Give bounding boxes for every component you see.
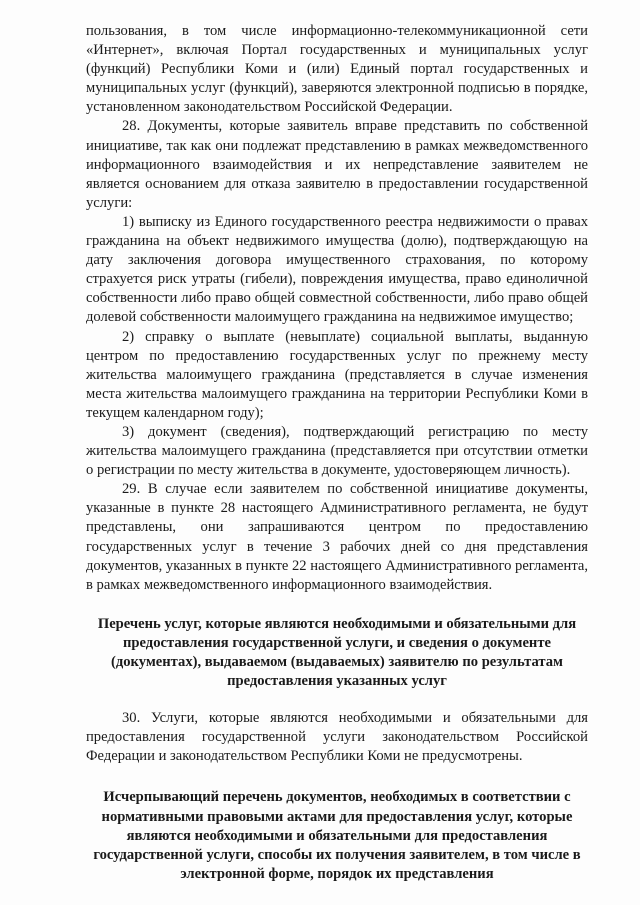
paragraph-28: 28. Документы, которые заявитель вправе представить по собственной инициативе, так как они подлежат представлению в рамках межведомственного информационного взаимодействия и их непредставление заявителем не является основанием для отказа заявителю в предоставлении государственной услуги:	[86, 118, 588, 211]
section-heading-documents: Исчерпывающий перечень документов, необходимых в соответствии с нормативными правовыми актами для предоставления услуг, которые являются необходимыми и обязательными для предоставления государственной услуги, способы их получения заявителем, в том числе в электронной форме, порядок их представления	[93, 789, 581, 882]
spacer	[86, 691, 588, 709]
document-body	[86, 22, 588, 884]
paragraph-28-item-3: 3) документ (сведения), подтверждающий регистрацию по месту жительства малоимущего гражданина (представляется при отсутствии отметки о регистрации по месту жительства в документе, удостоверяющем личность).	[86, 423, 588, 479]
section-heading-services: Перечень услуг, которые являются необходимыми и обязательными для предоставления государственной услуги, и сведения о документе (документах), выдаваемом (выдаваемых) заявителю по результатам предоставления указанных услуг	[97, 615, 577, 690]
paragraph-continuation: пользования, в том числе информационно-телекоммуникационной сети «Интернет», включая Портал государственных и муниципальных услуг (функций) Республики Коми и (или) Единый портал государственных и муниципальных услуг (функций), заверяются электронной подписью в порядке, установленном законодательством Российской Федерации.	[86, 23, 588, 116]
paragraph-30: 30. Услуги, которые являются необходимыми и обязательными для предоставления государственной услуги законодательством Российской Федерации и законодательством Республики Коми не предусмотрены.	[86, 710, 588, 765]
spacer	[86, 595, 588, 615]
paragraph-29: 29. В случае если заявителем по собственной инициативе документы, указанные в пункте 28 настоящего Административного регламента, не будут представлены, они запрашиваются центром по предоставлению государственных услуг в течение 3 рабочих дней со дня представления документов, указанных в пункте 22 настоящего Административного регламента, в рамках межведомственного информационного взаимодействия.	[86, 481, 589, 593]
spacer	[86, 766, 588, 788]
paragraph-28-item-1: 1) выписку из Единого государственного реестра недвижимости о правах гражданина на объект недвижимого имущества (долю), подтверждающую на дату заключения договора имущественного страхования, по которому страхуется риск утраты (гибели), повреждения имущества, право единоличной собственности либо право общей совместной собственности, либо право общей долевой собственности малоимущего гражданина на недвижимое имущество;	[86, 213, 588, 326]
paragraph-28-item-2: 2) справку о выплате (невыплате) социальной выплаты, выданную центром по предоставлению государственных услуг по прежнему месту жительства малоимущего гражданина (представляется в случае изменения места жительства малоимущего гражданина на территории Республики Коми в текущем календарном году);	[86, 328, 588, 421]
